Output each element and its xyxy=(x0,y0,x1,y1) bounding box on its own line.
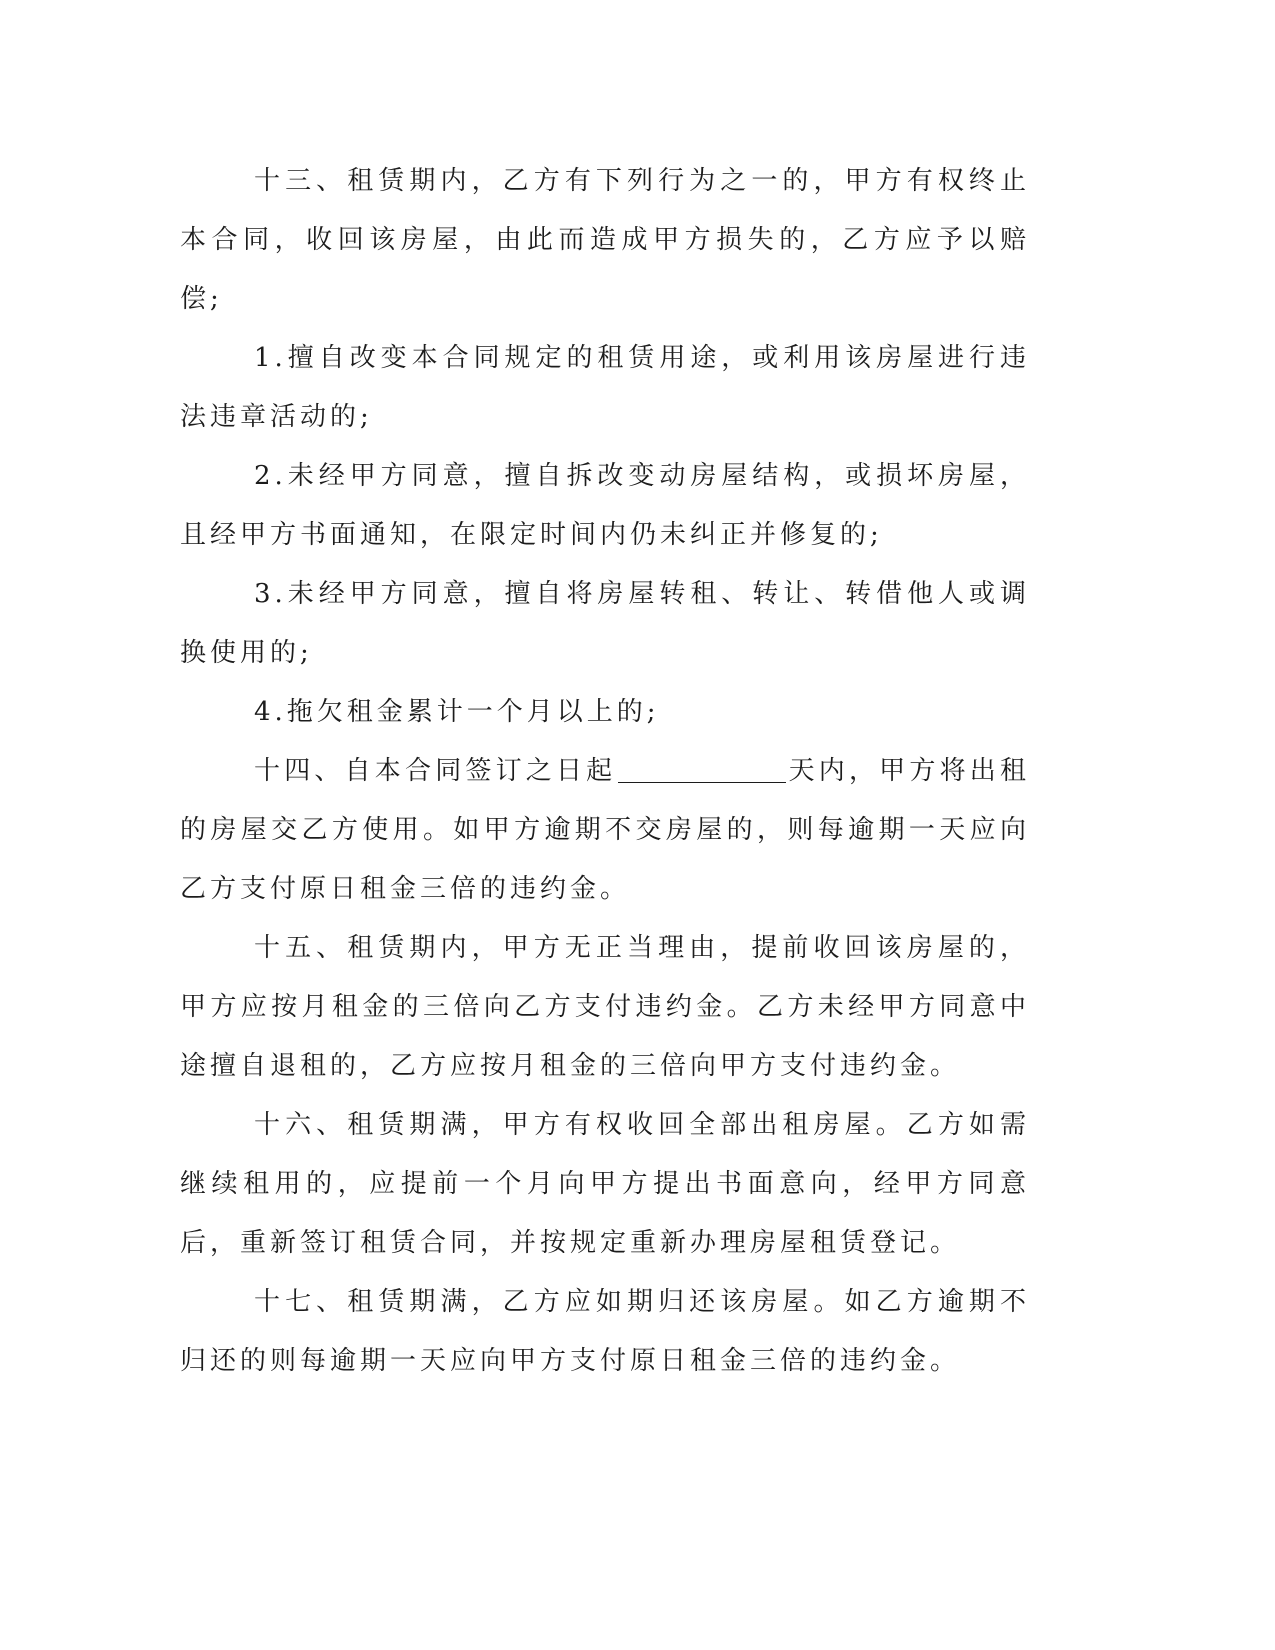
document-body xyxy=(180,152,1030,1391)
clause-14-before-blank: 十四、自本合同签订之日起 xyxy=(254,756,617,786)
clause-13-item-2: 2.未经甲方同意，擅自拆改变动房屋结构，或损坏房屋，且经甲方书面通知，在限定时间内仍未纠正并修复的; xyxy=(180,461,1030,550)
clause-14-after-blank: 天内，甲方将出租的房屋交乙方使用。如甲方逾期不交房屋的，则每逾期一天应向乙方支付原日租金三倍的违约金。 xyxy=(180,756,1030,904)
clause-13-item-1: 1.擅自改变本合同规定的租赁用途，或利用该房屋进行违法违章活动的; xyxy=(180,343,1030,432)
clause-16: 十六、租赁期满，甲方有权收回全部出租房屋。乙方如需继续租用的，应提前一个月向甲方提出书面意向，经甲方同意后，重新签订租赁合同，并按规定重新办理房屋租赁登记。 xyxy=(180,1110,1030,1258)
clause-17: 十七、租赁期满，乙方应如期归还该房屋。如乙方逾期不归还的则每逾期一天应向甲方支付原日租金三倍的违约金。 xyxy=(180,1287,1030,1376)
clause-13: 十三、租赁期内，乙方有下列行为之一的，甲方有权终止本合同，收回该房屋，由此而造成甲方损失的，乙方应予以赔偿; xyxy=(180,166,1030,314)
clause-13-item-4: 4.拖欠租金累计一个月以上的; xyxy=(254,697,660,727)
clause-14 xyxy=(180,742,1030,919)
clause-13-item-3: 3.未经甲方同意，擅自将房屋转租、转让、转借他人或调换使用的; xyxy=(180,579,1030,668)
days-blank-line xyxy=(618,756,786,783)
clause-15: 十五、租赁期内，甲方无正当理由，提前收回该房屋的，甲方应按月租金的三倍向乙方支付违约金。乙方未经甲方同意中途擅自退租的，乙方应按月租金的三倍向甲方支付违约金。 xyxy=(180,933,1030,1081)
